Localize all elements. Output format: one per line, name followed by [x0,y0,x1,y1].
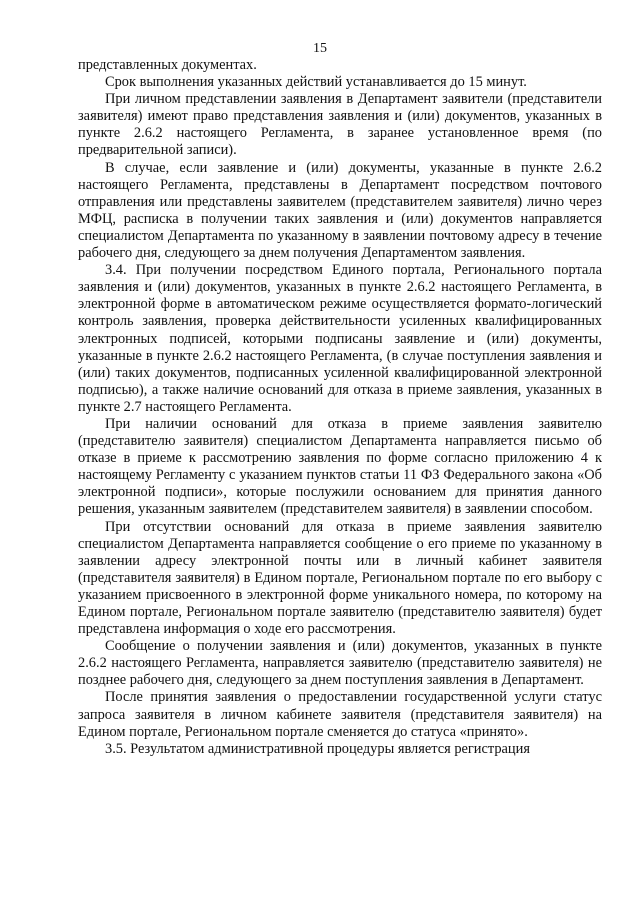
paragraph-status: После принятия заявления о предоставлении государственной услуги статус запроса заявителя в личном кабинете заявителя (представителя заявителя) на Едином портале, Региональном портале сменяется до статуса «принято». [78,689,602,740]
paragraph-deadline: Срок выполнения указанных действий устанавливается до 15 минут. [105,74,527,91]
paragraph-postal-submission: В случае, если заявление и (или) документы, указанные в пункте 2.6.2 настоящего Регламента, представлены в Департамент посредством почтового отправления или представлены заявителем (представителем заявителя) лично через МФЦ, расписка в получении таких заявления и (или) документов направляется специалистом Департамента по указанному в заявлении почтовому адресу в течение рабочего дня, следующего за днем получения Департаментом заявления. [78,159,602,262]
paragraph-personal-submission: При личном представлении заявления в Департамент заявители (представители заявителя) имеют право представления заявления и (или) документов, указанных в пункте 2.6.2 настоящего Регламента, в заранее установленное время (по предварительной записи). [78,91,602,159]
page-number: 15 [313,41,327,56]
paragraph-notification: Сообщение о получении заявления и (или) документов, указанных в пункте 2.6.2 настоящего Регламента, направляется заявителю (представителю заявителя) не позднее рабочего дня, следующего за днем поступления заявления в Департамент. [78,638,602,689]
paragraph-acceptance: При отсутствии оснований для отказа в приеме заявления заявителю специалистом Департамента направляется сообщение о его приеме по указанному в заявлении адресу электронной почты или в личный кабинет заявителя (представителя заявителя) в Едином портале, Региональном портале по его выбору с указанием присвоенного в электронной форме уникального номера, по которому на Едином портале, Региональном портале заявителю (представителю заявителя) будет представлена информация о ходе его рассмотрения. [78,518,602,638]
paragraph-section-3-5: 3.5. Результатом административной процедуры является регистрация [105,740,530,757]
document-body [78,57,602,758]
paragraph-refusal: При наличии оснований для отказа в приеме заявления заявителю (представителю заявителя) специалистом Департамента направляется письмо об отказе в приеме к рассмотрению заявления по форме согласно приложению 4 к настоящему Регламенту с указанием пунктов статьи 11 ФЗ Федерального закона «Об электронной подписи», которые послужили основанием для принятия данного решения, указанным заявителем (представителем заявителя) в заявлении способом. [78,415,602,518]
paragraph-section-3-4: 3.4. При получении посредством Единого портала, Регионального портала заявления и (или) документов, указанных в пункте 2.6.2 настоящего Регламента, в электронной форме в автоматическом режиме осуществляется формато-логический контроль заявления, проверка действительности усиленных квалифицированных электронных подписей, которыми подписаны заявление и (или) документы, указанные в пункте 2.6.2 настоящего Регламента, (в случае поступления заявления и (или) таких документов, подписанных усиленной квалифицированной электронной подписью), а также наличие оснований для отказа в приеме заявления, указанных в пункте 2.7 настоящего Регламента. [78,262,602,415]
paragraph-continuation: представленных документах. [78,57,257,73]
